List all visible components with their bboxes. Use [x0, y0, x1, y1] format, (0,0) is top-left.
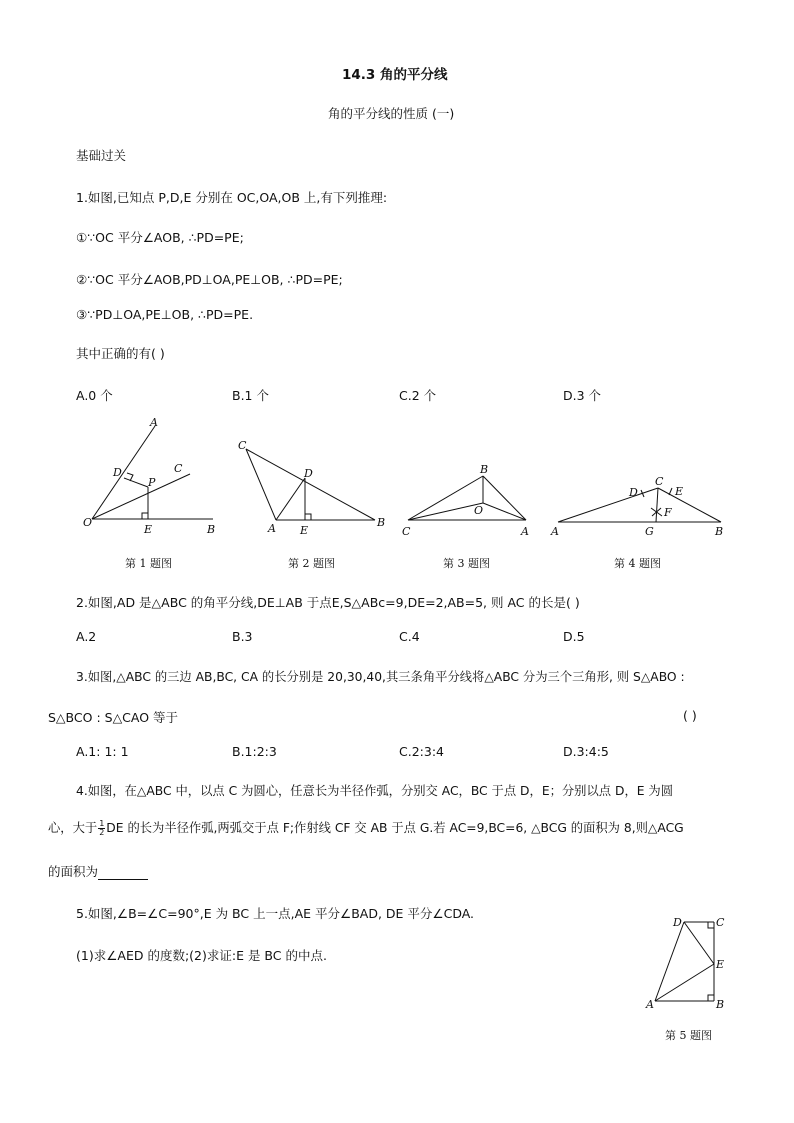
fig4-label-b: B: [715, 525, 724, 538]
q1-statement-1: ①∵OC 平分∠AOB, ∴PD=PE;: [76, 230, 244, 245]
q1-option-d: D.3 个: [563, 388, 602, 403]
q2-option-a: A.2: [76, 629, 97, 644]
q4-line-3: [48, 862, 148, 880]
q4-line-2-prefix: 心，大于: [48, 821, 98, 835]
fig3-label-a: A: [521, 525, 529, 538]
fig4-label-f: F: [664, 506, 672, 519]
fig4-label-c: C: [655, 475, 664, 488]
q4-line-2-suffix: DE 的长为半径作弧,两弧交于点 F;作射线 CF 交 AB 于点 G.若 AC=9,BC=6, △BCG 的面积为 8,则△ACG: [106, 821, 684, 835]
fig5-label-e: E: [716, 958, 725, 971]
q2-option-b: B.3: [232, 629, 253, 644]
fig4-label-d: D: [629, 486, 638, 499]
q4-line-1: 4.如图，在△ABC 中，以点 C 为圆心，任意长为半径作弧，分别交 AC，BC 于点 D，E；分别以点 D，E 为圆: [76, 784, 674, 798]
q3-option-b: B.1:2:3: [232, 744, 277, 759]
fig4-label-a: A: [551, 525, 559, 538]
fig4-label-e: E: [675, 485, 684, 498]
fig4-label-g: G: [645, 525, 654, 538]
q1-statement-2: ②∵OC 平分∠AOB,PD⊥OA,PE⊥OB, ∴PD=PE;: [76, 272, 343, 287]
fig5-label-a: A: [646, 998, 654, 1011]
fig1-label-e: E: [144, 523, 153, 536]
q5-stem: 5.如图,∠B=∠C=90°,E 为 BC 上一点,AE 平分∠BAD, DE 平分∠CDA.: [76, 906, 475, 921]
q3-option-d: D.3:4:5: [563, 744, 609, 759]
figure-4-caption: 第 4 题图: [614, 557, 661, 570]
fig5-label-b: B: [716, 998, 725, 1011]
fig3-label-o: O: [474, 504, 484, 517]
fig1-label-c: C: [174, 462, 183, 475]
figure-2-caption: 第 2 题图: [288, 557, 335, 570]
fig1-label-a: A: [150, 416, 158, 429]
fig2-label-d: D: [304, 467, 313, 480]
fig5-label-c: C: [716, 916, 725, 929]
q4-line-2: [48, 818, 684, 837]
q3-line-1: 3.如图,△ABC 的三边 AB,BC, CA 的长分别是 20,30,40,其三条角平分线将△ABC 分为三个三角形, 则 S△ABO :: [76, 670, 685, 684]
figure-2: [232, 433, 392, 535]
q1-statement-3: ③∵PD⊥OA,PE⊥OB, ∴PD=PE.: [76, 307, 254, 322]
q1-option-c: C.2 个: [399, 388, 437, 403]
q4-answer-blank[interactable]: [98, 867, 148, 880]
fig2-label-e: E: [300, 524, 309, 535]
q3-option-c: C.2:3:4: [399, 744, 444, 759]
q4-fraction-numerator: 1: [99, 819, 105, 828]
fig3-label-c: C: [402, 525, 411, 538]
q4-fraction: [98, 820, 105, 837]
fig1-label-d: D: [113, 466, 122, 479]
section-label: 基础过关: [76, 148, 127, 163]
fig5-label-d: D: [673, 916, 682, 929]
figure-4: [548, 472, 734, 540]
q4-line-3-text: 的面积为: [48, 864, 99, 879]
fig2-label-b: B: [377, 516, 386, 529]
q5-parts: (1)求∠AED 的度数;(2)求证:E 是 BC 的中点.: [76, 948, 327, 963]
figure-3-caption: 第 3 题图: [443, 557, 490, 570]
fig1-label-p: P: [148, 476, 156, 489]
q3-paren: ( ): [683, 708, 697, 723]
figure-5: [642, 912, 732, 1014]
fig3-label-b: B: [480, 463, 489, 476]
page-subtitle: 角的平分线的性质 (一): [328, 106, 455, 121]
q2-option-c: C.4: [399, 629, 420, 644]
page-title: 14.3 角的平分线: [342, 67, 448, 83]
q3-line-2: S△BCO : S△CAO 等于: [48, 710, 179, 725]
figure-1: [80, 412, 230, 537]
q1-ask: 其中正确的有( ): [76, 346, 165, 361]
fig2-label-c: C: [238, 439, 247, 452]
figure-1-caption: 第 1 题图: [125, 557, 172, 570]
fig1-label-o: O: [83, 516, 93, 529]
figure-3: [398, 458, 538, 538]
q2-option-d: D.5: [563, 629, 585, 644]
fig2-label-a: A: [268, 522, 276, 535]
q3-option-a: A.1: 1: 1: [76, 744, 129, 759]
q1-option-a: A.0 个: [76, 388, 113, 403]
fig1-label-b: B: [207, 523, 216, 536]
q4-fraction-denominator: 2: [99, 828, 105, 837]
q2-stem: 2.如图,AD 是△ABC 的角平分线,DE⊥AB 于点E,S△ABc=9,DE=2,AB=5, 则 AC 的长是( ): [76, 595, 580, 610]
q1-option-b: B.1 个: [232, 388, 269, 403]
q1-stem: 1.如图,已知点 P,D,E 分别在 OC,OA,OB 上,有下列推理:: [76, 190, 388, 205]
figure-5-caption: 第 5 题图: [665, 1029, 712, 1042]
